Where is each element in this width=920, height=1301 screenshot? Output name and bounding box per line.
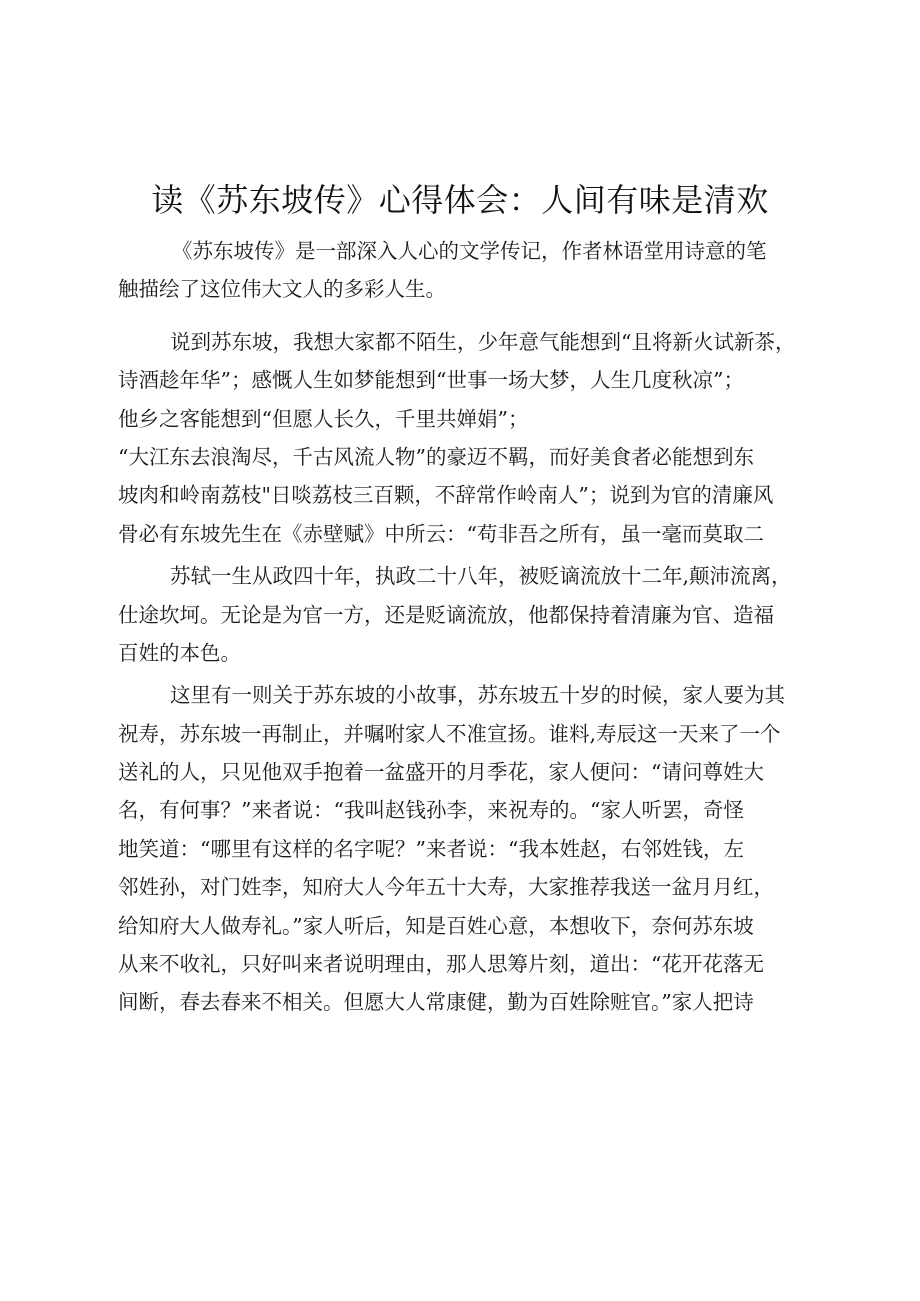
paragraph-line: 名，有何事？”来者说：“我叫赵钱孙李，来祝寿的。“家人听罢，奇怪: [118, 798, 744, 823]
paragraph-line: 这里有一则关于苏东坡的小故事，苏东坡五十岁的时候，家人要为其: [170, 683, 785, 708]
paragraph-line: “大江东去浪淘尽，千古风流人物”的豪迈不羁，而好美食者必能想到东: [118, 444, 754, 469]
paragraph-line: 骨必有东坡先生在《赤壁赋》中所云：“苟非吾之所有，虽一毫而莫取二: [118, 521, 764, 546]
paragraph-line: 百姓的本色。: [118, 640, 241, 665]
paragraph-line: 触描绘了这位伟大文人的多彩人生。: [118, 277, 446, 302]
paragraph-line: 祝寿，苏东坡一再制止，并嘱咐家人不准宣扬。谁料,寿辰这一天来了一个: [118, 721, 781, 746]
paragraph-line: 给知府大人做寿礼。”家人听后，知是百姓心意，本想收下，奈何苏东坡: [118, 913, 754, 938]
document-title: 读《苏东坡传》心得体会：人间有味是清欢: [151, 181, 769, 219]
paragraph-line: 邻姓孙，对门姓李，知府大人今年五十大寿，大家推荐我送一盆月月红，: [118, 875, 774, 900]
paragraph-line: 《苏东坡传》是一部深入人心的文学传记，作者林语堂用诗意的笔: [172, 239, 767, 263]
paragraph-line: 说到苏东坡，我想大家都不陌生，少年意气能想到“且将新火试新茶，: [170, 329, 796, 354]
document-body: [118, 232, 830, 1022]
paragraph-line: 地笑道：“哪里有这样的名字呢？”来者说：“我本姓赵，右邻姓钱，左: [118, 836, 744, 861]
paragraph-line: 从来不收礼，只好叫来者说明理由，那人思筹片刻，道出：“花开花落无: [118, 952, 764, 977]
paragraph-line: 他乡之客能想到“但愿人长久，千里共婵娟”；: [118, 406, 529, 431]
paragraph-line: 间断，春去春来不相关。但愿大人常康健，勤为百姓除赃官。”家人把诗: [118, 990, 754, 1015]
paragraph-line: 送礼的人，只见他双手抱着一盆盛开的月季花，家人便问：“请问尊姓大: [118, 760, 764, 785]
paragraph-line: 坡肉和岭南荔枝"日啖荔枝三百颗，不辞常作岭南人”；说到为官的清廉风: [118, 483, 774, 508]
paragraph-line: 诗酒趁年华”；感慨人生如梦能想到“世事一场大梦，人生几度秋凉”；: [118, 368, 744, 393]
paragraph-line: 仕途坎坷。无论是为官一方，还是贬谪流放，他都保持着清廉为官、造福: [118, 602, 774, 627]
paragraph-line: 苏轼一生从政四十年，执政二十八年，被贬谪流放十二年,颠沛流离，: [170, 564, 792, 589]
